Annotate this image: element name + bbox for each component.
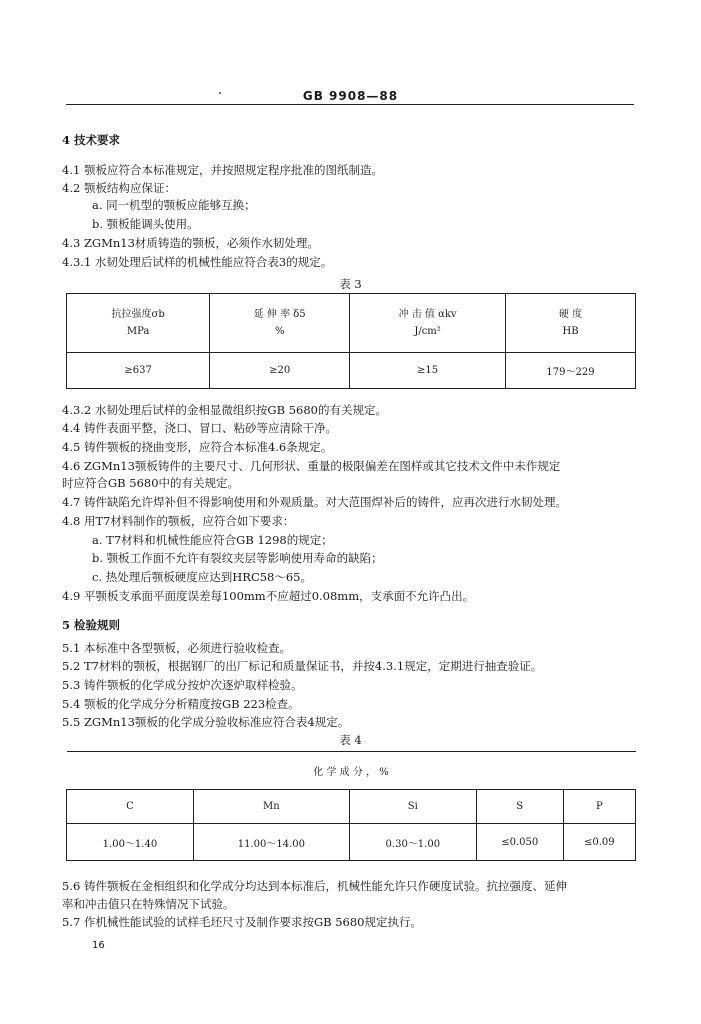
- section-5-heading: 5 检验规则: [62, 618, 121, 632]
- clause-4-1: 4.1 颚板应符合本标准规定，并按照规定程序批准的图纸制造。: [62, 163, 383, 177]
- clause-5-4: 5.4 颚板的化学成分分析精度按GB 223检查。: [62, 697, 300, 711]
- clause-5-6-cont: 率和冲击值只在特殊情况下试验。: [62, 897, 235, 911]
- table-cell: 11.00～14.00: [193, 824, 349, 861]
- clause-4-3: 4.3 ZGMn13材质铸造的颚板，必须作水韧处理。: [62, 236, 319, 250]
- clause-5-5: 5.5 ZGMn13颚板的化学成分验收标准应符合表4规定。: [62, 715, 350, 729]
- table-row: [67, 824, 636, 861]
- clause-4-8-c: c. 热处理后颚板硬度应达到HRC58～65。: [92, 570, 313, 584]
- clause-4-6-cont: 时应符合GB 5680中的有关规定。: [62, 476, 240, 490]
- table-row: [67, 353, 636, 389]
- table-cell: ≤0.09: [563, 824, 635, 861]
- clause-5-7: 5.7 作机械性能试验的试样毛坯尺寸及制作要求按GB 5680规定执行。: [62, 915, 423, 929]
- table-cell: ≥637: [67, 353, 210, 389]
- clause-4-3-2: 4.3.2 水韧处理后试样的金相显微组织按GB 5680的有关规定。: [62, 403, 387, 417]
- clause-5-3: 5.3 铸件颚板的化学成分按炉次逐炉取样检验。: [62, 678, 303, 692]
- table-span-header-row: [67, 752, 636, 790]
- section-4-heading: 4 技术要求: [62, 133, 121, 147]
- table-3: [66, 293, 636, 389]
- header-silicon: Si: [349, 790, 476, 824]
- header-manganese: Mn: [193, 790, 349, 824]
- table-4: [66, 751, 636, 861]
- clause-4-5: 4.5 铸件颚板的挠曲变形，应符合本标准4.6条规定。: [62, 440, 333, 454]
- clause-4-8-a: a. T7材料和机械性能应符合GB 1298的规定；: [92, 533, 333, 547]
- clause-4-2-a: a. 同一机型的颚板应能够互换；: [92, 198, 256, 212]
- header-carbon: C: [67, 790, 194, 824]
- scan-speck: [219, 92, 221, 94]
- table-4-caption: 表 4: [339, 733, 362, 747]
- table-header-row: [67, 294, 636, 353]
- table-cell: 1.00～1.40: [67, 824, 194, 861]
- table-3-caption: 表 3: [339, 277, 362, 291]
- clause-5-6: 5.6 铸件颚板在金相组织和化学成分均达到本标准后，机械性能允许只作硬度试验。抗拉强度、延伸: [62, 879, 567, 893]
- clause-4-6: 4.6 ZGMn13颚板铸件的主要尺寸、几何形状、重量的极限偏差在图样或其它技术文件中未作规定: [62, 459, 561, 473]
- clause-4-2-b: b. 颚板能调头使用。: [92, 217, 199, 231]
- clause-4-7: 4.7 铸件缺陷允许焊补但不得影响使用和外观质量。对大范围焊补后的铸件，应再次进行水韧处理。: [62, 495, 567, 509]
- clause-4-4: 4.4 铸件表面平整，浇口、冒口、粘砂等应清除干净。: [62, 421, 337, 435]
- header-chemical-composition: 化 学 成 分 ， %: [67, 752, 636, 790]
- page-number: 16: [92, 940, 105, 951]
- header-impact-value: 冲 击 值 αkv J/cm²: [350, 294, 506, 353]
- clause-4-9: 4.9 平颚板支承面平面度误差每100mm不应超过0.08mm，支承面不允许凸出。: [62, 589, 475, 603]
- clause-4-3-1: 4.3.1 水韧处理后试样的机械性能应符合表3的规定。: [62, 255, 333, 269]
- table-cell: ≥20: [210, 353, 350, 389]
- clause-4-2: 4.2 颚板结构应保证：: [62, 181, 176, 195]
- table-cell: ≥15: [350, 353, 506, 389]
- clause-5-1: 5.1 本标准中各型颚板，必须进行验收检查。: [62, 641, 291, 655]
- header-elongation: 延 伸 率 δ5 %: [210, 294, 350, 353]
- header-tensile-strength: 抗拉强度σb MPa: [67, 294, 210, 353]
- table-cell: 179～229: [506, 353, 636, 389]
- header-hardness: 硬 度 HB: [506, 294, 636, 353]
- header-sulfur: S: [476, 790, 563, 824]
- clause-5-2: 5.2 T7材料的颚板，根据钢厂的出厂标记和质量保证书，并按4.3.1规定，定期进行抽查验证。: [62, 659, 543, 673]
- table-header-row: [67, 790, 636, 824]
- clause-4-8-b: b. 颚板工作面不允许有裂纹夹层等影响使用寿命的缺陷；: [92, 551, 383, 565]
- header-phosphorus: P: [563, 790, 635, 824]
- header-rule: [66, 104, 634, 105]
- clause-4-8: 4.8 用T7材料制作的颚板，应符合如下要求：: [62, 514, 295, 528]
- table-cell: ≤0.050: [476, 824, 563, 861]
- table-cell: 0.30～1.00: [349, 824, 476, 861]
- standard-code-header: GB 9908—88: [302, 89, 399, 103]
